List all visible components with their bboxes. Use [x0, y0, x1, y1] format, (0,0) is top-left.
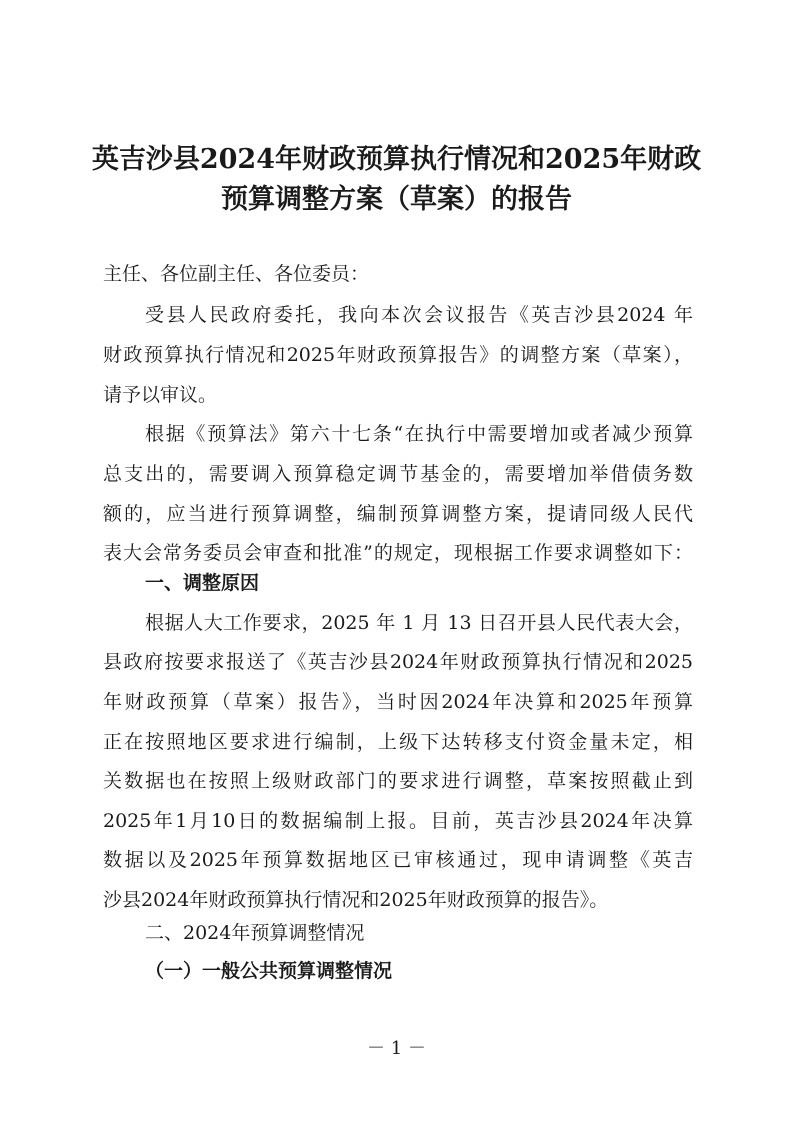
section-heading-2: 二、2024年预算调整情况	[145, 922, 365, 944]
paragraph-2-line-2: 总支出的，需要调入预算稳定调节基金的，需要增加举借债务数	[103, 463, 693, 485]
salutation: 主任、各位副主任、各位委员：	[103, 263, 370, 285]
paragraph-3-line-6: 2025年1月10日的数据编制上报。目前，英吉沙县2024年决算	[103, 810, 693, 832]
paragraph-3-line-5: 关数据也在按照上级财政部门的要求进行调整，草案按照截止到	[103, 770, 693, 792]
paragraph-2-line-1: 根据《预算法》第六十七条“在执行中需要增加或者减少预算	[145, 423, 693, 445]
paragraph-1-line-1: 受县人民政府委托，我向本次会议报告《英吉沙县2024 年	[145, 304, 693, 326]
section-heading-1: 一、调整原因	[145, 572, 260, 594]
subsection-heading-1: （一）一般公共预算调整情况	[145, 960, 393, 982]
paragraph-1-line-3: 请予以审议。	[103, 384, 218, 406]
document-title-line-1: 英吉沙县2024年财政预算执行情况和2025年财政	[91, 144, 702, 175]
paragraph-3-line-7: 数据以及2025年预算数据地区已审核通过，现申请调整《英吉	[103, 849, 693, 871]
paragraph-1-line-2: 财政预算执行情况和2025年财政预算报告》的调整方案（草案），	[103, 344, 693, 366]
paragraph-3-line-8: 沙县2024年财政预算执行情况和2025年财政预算的报告》。	[103, 889, 609, 911]
document-title-line-2: 预算调整方案（草案）的报告	[221, 184, 572, 215]
paragraph-2-line-4: 表大会常务委员会审查和批准”的规定，现根据工作要求调整如下：	[103, 542, 693, 564]
paragraph-3-line-2: 县政府按要求报送了《英吉沙县2024年财政预算执行情况和2025	[103, 651, 693, 673]
paragraph-3-line-4: 正在按照地区要求进行编制，上级下达转移支付资金量未定，相	[103, 731, 693, 753]
paragraph-2-line-3: 额的，应当进行预算调整，编制预算调整方案，提请同级人民代	[103, 503, 693, 525]
paragraph-3-line-1: 根据人大工作要求，2025 年 1 月 13 日召开县人民代表大会，	[145, 612, 693, 634]
paragraph-3-line-3: 年财政预算（草案）报告》，当时因2024年决算和2025年预算	[103, 691, 693, 713]
page-number: － 1 －	[367, 1038, 426, 1059]
